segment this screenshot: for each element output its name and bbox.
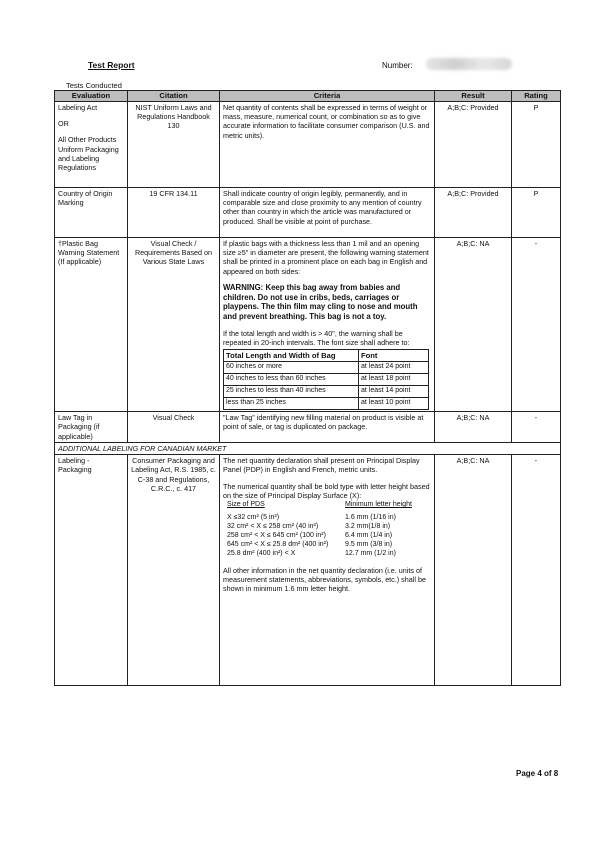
result-cell: A;B;C: NA — [435, 455, 512, 686]
pds-row: 645 cm² < X ≤ 25.8 dm² (400 in²) 9.5 mm (3/8 in) — [227, 541, 393, 549]
tests-table — [54, 90, 561, 686]
pds-table — [227, 500, 423, 559]
table-row — [55, 455, 561, 686]
result-cell: A;B;C: Provided — [435, 102, 512, 188]
table-row — [55, 412, 561, 443]
citation-cell: Consumer Packaging and Labeling Act, R.S. 1985, c. C-38 and Regulations, C.R.C., c. 417 — [128, 455, 220, 686]
result-cell: A;B;C: NA — [435, 412, 512, 443]
table-row — [55, 188, 561, 238]
evaluation-cell: Law Tag in Packaging (if applicable) — [55, 412, 128, 443]
font-size-table — [223, 349, 429, 410]
font-table-row: 25 inches to less than 40 inches at least 14 point — [224, 386, 429, 398]
section-header-row — [55, 442, 561, 454]
criteria-cell: Net quantity of contents shall be expressed in terms of weight or mass, measure, numerical count, or combination so as to give accurate information to facilitate consumer comparison (U.S. and metric units). — [220, 102, 435, 188]
table-header-row — [55, 91, 561, 102]
pds-header-row: Size of PDS Minimum letter height — [227, 501, 412, 508]
col-criteria: Criteria — [220, 91, 435, 102]
font-table-row: 40 inches to less than 60 inches at least 18 point — [224, 374, 429, 386]
col-rating: Rating — [512, 91, 561, 102]
font-table-row: less than 25 inches at least 10 point — [224, 398, 429, 410]
table-row — [55, 238, 561, 412]
result-cell: A;B;C: NA — [435, 238, 512, 412]
criteria-intro: If plastic bags with a thickness less than 1 mil and an opening size ≥5" in diameter are present, the following warning statement shall be printed in a prominent place on each bag in English and appeared on both sides: — [223, 239, 429, 276]
pds-row: 32 cm² < X ≤ 258 cm² (40 in²) 3.2 mm(1/8 in) — [227, 523, 391, 531]
font-table-header: Total Length and Width of Bag Font — [224, 350, 429, 362]
rating-cell: - — [512, 412, 561, 443]
redacted-number — [426, 58, 512, 70]
pds-row: X ≤32 cm² (5 in²) 1.6 mm (1/16 in) — [227, 514, 396, 522]
citation-cell: 19 CFR 134.11 — [128, 188, 220, 238]
evaluation-cell: Labeling Act OR All Other Products Uniform Packaging and Labeling Regulations — [55, 102, 128, 188]
col-evaluation: Evaluation — [55, 91, 128, 102]
citation-cell: NIST Uniform Laws and Regulations Handbook 130 — [128, 102, 220, 188]
pds-row: 25.8 dm² (400 in²) < X 12.7 mm (1/2 in) — [227, 550, 396, 558]
rating-cell: - — [512, 455, 561, 686]
warning-statement: WARNING: Keep this bag away from babies and children. Do not use in cribs, beds, carriages or playpens. The thin film may cling to nose and mouth and prevent breathing. This bag is not a toy. — [223, 282, 418, 322]
rating-cell: - — [512, 238, 561, 412]
rating-cell: P — [512, 188, 561, 238]
evaluation-cell: Labeling - Packaging — [55, 455, 128, 686]
pds-row: 258 cm² < X ≤ 645 cm² (100 in²) 6.4 mm (1/4 in) — [227, 532, 393, 540]
criteria-font-rule: If the total length and width is > 40", the warning shall be repeated in 20-inch intervals. The font size shall adhere to: — [223, 328, 410, 348]
criteria-cell: "Law Tag" identifying new filling material on product is visible at point of sale, or tag is duplicated on package. — [220, 412, 435, 443]
tests-conducted-label: Tests Conducted — [66, 81, 122, 90]
citation-cell: Visual Check — [128, 412, 220, 443]
citation-cell: Visual Check / Requirements Based on Various State Laws — [128, 238, 220, 412]
section-header: ADDITIONAL LABELING FOR CANADIAN MARKET — [55, 442, 561, 454]
evaluation-cell: †Plastic Bag Warning Statement (If applicable) — [55, 238, 128, 412]
report-title: Test Report — [88, 60, 135, 70]
col-result: Result — [435, 91, 512, 102]
table-row — [55, 102, 561, 188]
criteria-cell: Shall indicate country of origin legibly, permanently, and in comparable size and close proximity to any mention of country other than country in which the article was manufactured or produced. Shall be visible at point of purchase. — [220, 188, 435, 238]
evaluation-cell: Country of Origin Marking — [55, 188, 128, 238]
page-number: Page 4 of 8 — [516, 769, 559, 778]
criteria-cell: The net quantity declaration shall present on Principal Display Panel (PDP) in English and French, metric units. The numerical quantity shall be bold type with letter height based on the size of Principal Display Surface (X): Size of PDS Minimum letter height X ≤32 cm² (5 in²) 1.6 mm (1/16 in) 32 cm² < X ≤ 258 cm² (40 in²) 3.2 mm(1/8 in) 258 cm² < X ≤ 645 cm² (100 in²) 6.4 mm (1/4 in) 645 cm² < X ≤ 25.8 dm² (400 in²) 9.5 mm (3/8 in) 25.8 dm² (400 in²) < X 12.7 mm (1/2 in) All other information in the net quantity declaration (i.e. units of measurement statements, abbreviations, symbols, etc.) shall be shown in minimum 1.6 mm letter height. — [220, 455, 435, 686]
result-cell: A;B;C: Provided — [435, 188, 512, 238]
criteria-cell — [220, 238, 435, 412]
report-number-label: Number: — [382, 61, 413, 70]
font-table-row: 60 inches or more at least 24 point — [224, 362, 429, 374]
col-citation: Citation — [128, 91, 220, 102]
rating-cell: P — [512, 102, 561, 188]
